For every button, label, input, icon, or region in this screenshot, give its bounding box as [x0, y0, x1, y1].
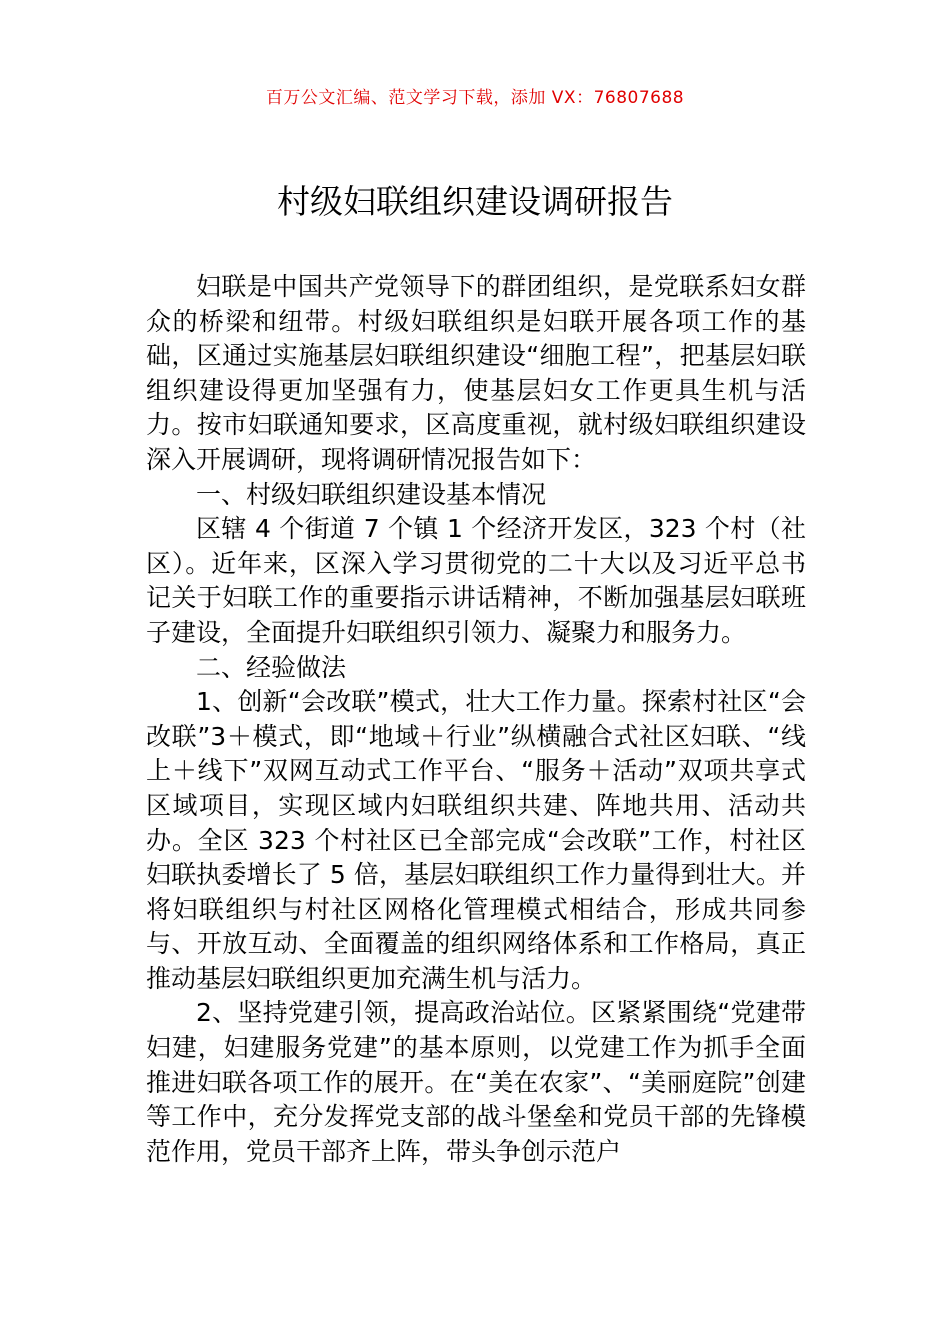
document-body	[146, 270, 806, 1169]
header-note: 百万公文汇编、范文学习下载，添加 VX：76807688	[265, 88, 685, 108]
paragraph-practice-1: 1、创新“会改联”模式，壮大工作力量。探索村社区“会改联”3＋模式，即“地域＋行业”纵横融合式社区妇联、“线上＋线下”双网互动式工作平台、“服务＋活动”双项共享式区域项目，实现区域内妇联组织共建、阵地共用、活动共办。全区 323 个村社区已全部完成“会改联”工作，村社区妇联执委增长了 5 倍，基层妇联组织工作力量得到壮大。并将妇联组织与村社区网格化管理模式相结合，形成共同参与、开放互动、全面覆盖的组织网络体系和工作格局，真正推动基层妇联组织更加充满生机与活力。	[146, 687, 806, 993]
paragraph-practice-2: 2、坚持党建引领，提高政治站位。区紧紧围绕“党建带妇建，妇建服务党建”的基本原则，以党建工作为抓手全面推进妇联各项工作的展开。在“美在农家”、“美丽庭院”创建等工作中，充分发挥党支部的战斗堡垒和党员干部的先锋模范作用，党员干部齐上阵，带头争创示范户	[146, 998, 806, 1166]
paragraph-intro: 妇联是中国共产党领导下的群团组织，是党联系妇女群众的桥梁和纽带。村级妇联组织是妇联开展各项工作的基础，区通过实施基层妇联组织建设“细胞工程”，把基层妇联组织建设得更加坚强有力，使基层妇女工作更具生机与活力。按市妇联通知要求，区高度重视，就村级妇联组织建设深入开展调研，现将调研情况报告如下：	[146, 272, 806, 474]
section-heading-1: 一、村级妇联组织建设基本情况	[196, 479, 547, 509]
section-heading-2: 二、经验做法	[196, 652, 347, 682]
paragraph-basic-situation: 区辖 4 个街道 7 个镇 1 个经济开发区，323 个村（社区）。近年来，区深入学习贯彻党的二十大以及习近平总书记关于妇联工作的重要指示讲话精神，不断加强基层妇联班子建设，全面提升妇联组织引领力、凝聚力和服务力。	[146, 514, 806, 647]
document-title: 村级妇联组织建设调研报告	[277, 182, 673, 221]
